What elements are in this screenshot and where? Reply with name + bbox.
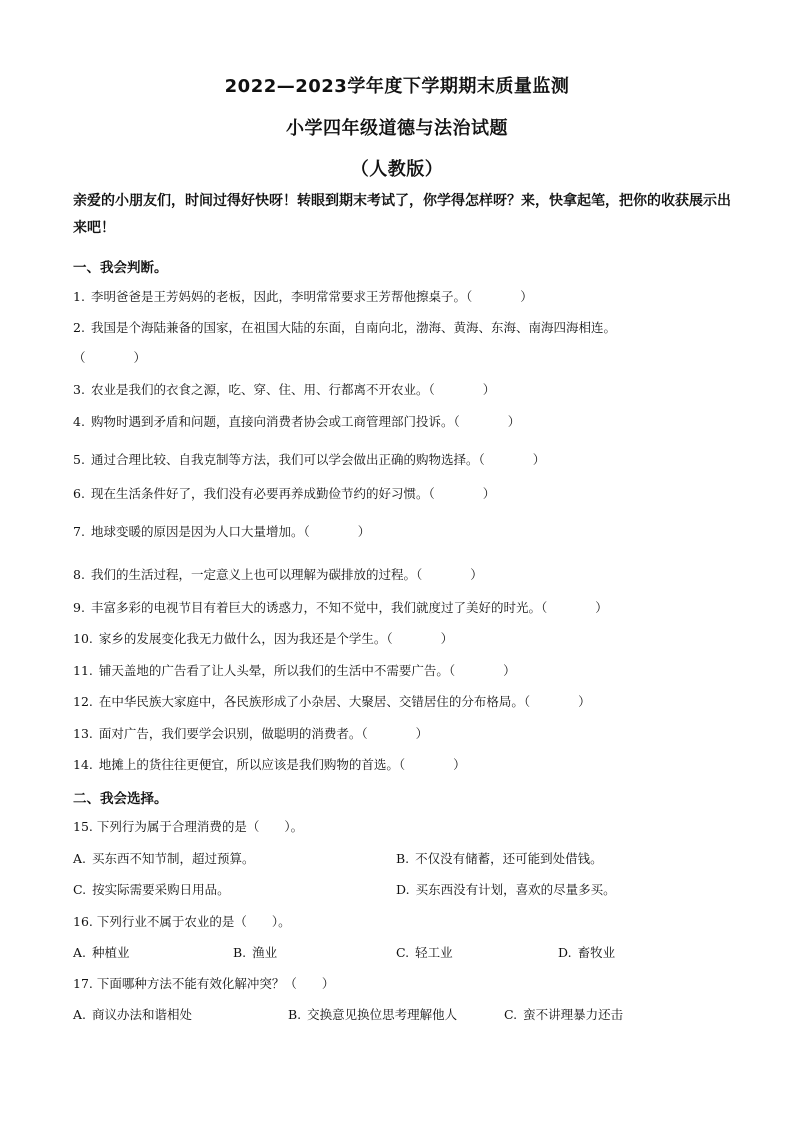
judge-question-1: 1. 李明爸爸是王芳妈妈的老板，因此，李明常常要求王芳帮他擦桌子。（ ） [73,289,533,304]
option-16-b[interactable]: B. 渔业 [233,945,278,960]
section-heading-choose: 二、我会选择。 [73,791,168,807]
question-number: 7. [73,524,85,539]
judge-question-5: 5. 通过合理比较、自我克制等方法，我们可以学会做出正确的购物选择。（ ） [73,452,546,467]
question-number: 4. [73,414,85,429]
question-number: 8. [73,567,85,582]
option-17-a[interactable]: A. 商议办法和谐相处 [73,1007,193,1022]
question-text: 购物时遇到矛盾和问题，直接向消费者协会或工商管理部门投诉。（ [90,414,460,429]
judge-question-8: 8. 我们的生活过程，一定意义上也可以理解为碳排放的过程。（ ） [73,567,483,582]
question-number: 6. [73,486,85,501]
choice-question-15: 15. 下列行为属于合理消费的是（ ）。 [73,819,304,834]
option-15-b[interactable]: B. 不仅没有储蓄，还可能到处借钱。 [396,851,603,866]
question-text: 我们的生活过程，一定意义上也可以理解为碳排放的过程。（ [90,567,423,582]
question-text: 地摊上的货往往更便宜，所以应该是我们购物的首选。（ [98,757,406,772]
option-15-a[interactable]: A. 买东西不知节制，超过预算。 [73,851,255,866]
question-text: 通过合理比较、自我克制等方法，我们可以学会做出正确的购物选择。（ [90,452,485,467]
question-number: 13. [73,726,93,741]
judge-question-3: 3. 农业是我们的衣食之源，吃、穿、住、用、行都离不开农业。（ ） [73,382,496,397]
choice-question-17: 17. 下面哪种方法不能有效化解冲突？（ ） [73,976,335,991]
judge-question-4: 4. 购物时遇到矛盾和问题，直接向消费者协会或工商管理部门投诉。（ ） [73,414,521,429]
question-text: 农业是我们的衣食之源，吃、穿、住、用、行都离不开农业。（ [90,382,435,397]
question-text: 丰富多彩的电视节目有着巨大的诱惑力，不知不觉中，我们就度过了美好的时光。（ [90,600,548,615]
exam-title: 2022—2023学年度下学期期末质量监测 [224,76,570,97]
judge-question-6: 6. 现在生活条件好了，我们没有必要再养成勤俭节约的好习惯。（ ） [73,486,496,501]
choice-question-16: 16. 下列行业不属于农业的是（ ）。 [73,914,291,929]
judge-question-9: 9. 丰富多彩的电视节目有着巨大的诱惑力，不知不觉中，我们就度过了美好的时光。（ ） [73,600,608,615]
question-text: 李明爸爸是王芳妈妈的老板，因此，李明常常要求王芳帮他擦桌子。（ [90,289,473,304]
question-number: 5. [73,452,85,467]
question-number: 14. [73,757,93,772]
judge-question-13: 13. 面对广告，我们要学会识别，做聪明的消费者。（ ） [73,726,429,741]
option-15-d[interactable]: D. 买东西没有计划，喜欢的尽量多买。 [396,882,616,897]
question-text: 现在生活条件好了，我们没有必要再养成勤俭节约的好习惯。（ [90,486,435,501]
question-text: 铺天盖地的广告看了让人头晕，所以我们的生活中不需要广告。（ [98,663,456,678]
section-heading-judge: 一、我会判断。 [73,260,168,276]
question-number: 2. [73,320,85,335]
question-number: 12. [73,694,93,709]
question-number: 10. [73,631,93,646]
judge-question-2-answer-line: （ ） [73,350,147,365]
option-17-b[interactable]: B. 交换意见换位思考理解他人 [288,1007,458,1022]
intro-paragraph: 亲爱的小朋友们，时间过得好快呀！转眼到期末考试了，你学得怎样呀？来，快拿起笔，把你的收获展示出来吧！ [73,193,731,236]
judge-question-2 [73,318,733,336]
exam-subtitle: 小学四年级道德与法治试题 [286,118,508,139]
exam-edition: （人教版） [350,159,444,180]
question-text: 地球变暖的原因是因为人口大量增加。（ [90,524,310,539]
judge-question-10: 10. 家乡的发展变化我无力做什么，因为我还是个学生。（ ） [73,631,454,646]
question-text: 在中华民族大家庭中，各民族形成了小杂居、大聚居、交错居住的分布格局。（ [98,694,531,709]
question-text: 我国是个海陆兼备的国家，在祖国大陆的东面，自南向北，渤海、黄海、东海、南海四海相连。 [90,320,616,335]
question-number: 11. [73,663,93,678]
question-text: 家乡的发展变化我无力做什么，因为我还是个学生。（ [98,631,393,646]
judge-question-12: 12. 在中华民族大家庭中，各民族形成了小杂居、大聚居、交错居住的分布格局。（ ） [73,694,591,709]
question-number: 1. [73,289,85,304]
judge-question-11: 11. 铺天盖地的广告看了让人头晕，所以我们的生活中不需要广告。（ ） [73,663,516,678]
question-number: 9. [73,600,85,615]
option-16-a[interactable]: A. 种植业 [73,945,130,960]
judge-question-7: 7. 地球变暖的原因是因为人口大量增加。（ ） [73,524,371,539]
option-16-d[interactable]: D. 畜牧业 [558,945,616,960]
option-16-c[interactable]: C. 轻工业 [396,945,453,960]
judge-question-14: 14. 地摊上的货往往更便宜，所以应该是我们购物的首选。（ ） [73,757,466,772]
question-text: 面对广告，我们要学会识别，做聪明的消费者。（ [98,726,368,741]
question-number: 3. [73,382,85,397]
option-15-c[interactable]: C. 按实际需要采购日用品。 [73,882,230,897]
option-17-c[interactable]: C. 蛮不讲理暴力还击 [504,1007,624,1022]
